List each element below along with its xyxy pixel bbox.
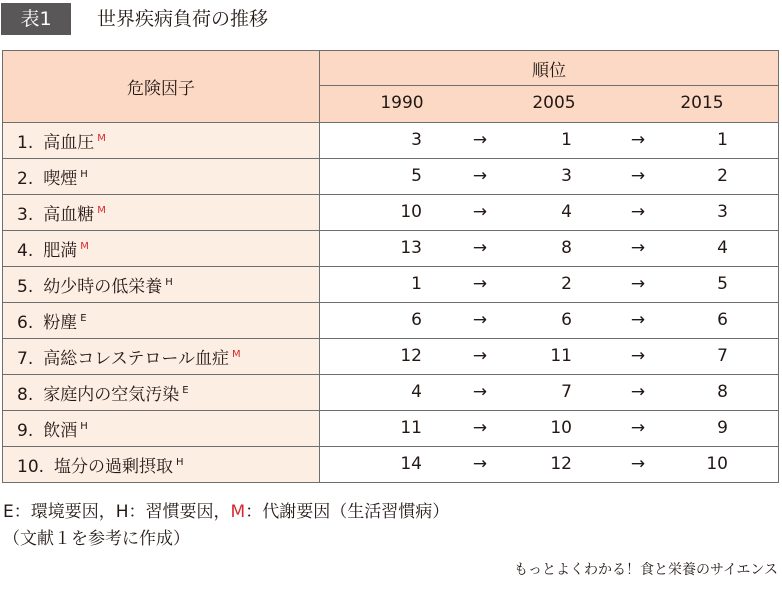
risk-factor-name: 粉塵 [43, 313, 78, 333]
year-2015-header: 2015 [680, 93, 724, 114]
arrow-icon: → [630, 382, 646, 402]
risk-factor-name: 家庭内の空気汚染 [43, 385, 180, 405]
rank-2005: 12 [550, 454, 572, 474]
table-number-badge: 表1 [1, 3, 71, 35]
table-row [3, 375, 779, 411]
rank-values-cell [320, 195, 779, 231]
row-number: 2. [17, 169, 34, 189]
table-row [3, 339, 779, 375]
factor-header: 危険因子 [3, 51, 320, 123]
rank-2005: 3 [561, 166, 572, 186]
table-row [3, 447, 779, 483]
risk-factor-name: 喫煙 [43, 169, 78, 189]
rank-values-cell [320, 303, 779, 339]
category-mark: M [232, 349, 241, 360]
rank-values-cell [320, 375, 779, 411]
rank-2005: 11 [550, 346, 572, 366]
rank-2015: 2 [717, 166, 728, 186]
rank-1990: 13 [400, 238, 422, 258]
legend-h-text: ：習慣要因， [128, 502, 231, 522]
arrow-icon: → [472, 310, 488, 330]
row-number: 6. [17, 313, 34, 333]
rank-1990: 6 [411, 310, 422, 330]
category-mark: H [80, 169, 88, 180]
year-2005-header: 2005 [532, 93, 576, 114]
rank-1990: 4 [411, 382, 422, 402]
rank-1990: 5 [411, 166, 422, 186]
rank-values-cell [320, 231, 779, 267]
rank-1990: 10 [400, 202, 422, 222]
arrow-icon: → [630, 346, 646, 366]
risk-factor-cell [3, 231, 320, 267]
legend-m-key: M [230, 502, 246, 522]
arrow-icon: → [630, 454, 646, 474]
rank-2005: 7 [561, 382, 572, 402]
rank-2005: 2 [561, 274, 572, 294]
risk-factor-cell [3, 447, 320, 483]
table-row [3, 303, 779, 339]
risk-factor-name: 飲酒 [43, 421, 78, 441]
row-number: 5. [17, 277, 34, 297]
rank-2005: 8 [561, 238, 572, 258]
risk-factor-name: 高血圧 [43, 133, 95, 153]
legend-m-text: ：代謝要因（生活習慣病） [245, 502, 450, 522]
rank-2015: 3 [717, 202, 728, 222]
rank-2015: 6 [717, 310, 728, 330]
row-number: 1. [17, 133, 34, 153]
category-legend [3, 500, 449, 524]
category-mark: E [80, 313, 87, 324]
rank-values-cell [320, 339, 779, 375]
category-mark: M [97, 205, 106, 216]
rank-2015: 8 [717, 382, 728, 402]
rank-2005: 1 [561, 130, 572, 150]
table-row [3, 267, 779, 303]
category-mark: E [182, 385, 189, 396]
rank-2015: 5 [717, 274, 728, 294]
legend-h-key: H [115, 502, 129, 522]
arrow-icon: → [472, 166, 488, 186]
rank-1990: 3 [411, 130, 422, 150]
risk-factor-name: 肥満 [43, 241, 78, 261]
year-1990-header: 1990 [380, 93, 424, 114]
rank-values-cell [320, 123, 779, 159]
table-row [3, 195, 779, 231]
risk-factor-cell [3, 303, 320, 339]
rank-2005: 4 [561, 202, 572, 222]
year-header-row [320, 86, 779, 123]
risk-factor-name: 幼少時の低栄養 [43, 277, 163, 297]
rank-2005: 10 [550, 418, 572, 438]
arrow-icon: → [472, 382, 488, 402]
rank-2005: 6 [561, 310, 572, 330]
rank-1990: 11 [400, 418, 422, 438]
rank-2015: 4 [717, 238, 728, 258]
arrow-icon: → [472, 274, 488, 294]
arrow-icon: → [472, 238, 488, 258]
arrow-icon: → [472, 130, 488, 150]
arrow-icon: → [630, 274, 646, 294]
arrow-icon: → [472, 454, 488, 474]
category-mark: M [80, 241, 89, 252]
rank-2015: 9 [717, 418, 728, 438]
rank-1990: 1 [411, 274, 422, 294]
risk-factor-name: 高総コレステロール血症 [43, 349, 230, 369]
legend-e-key: E [3, 502, 14, 522]
risk-factor-cell [3, 159, 320, 195]
arrow-icon: → [630, 238, 646, 258]
category-mark: M [97, 133, 106, 144]
book-source: もっとよくわかる！食と栄養のサイエンス [513, 562, 778, 578]
row-number: 10. [17, 457, 45, 477]
risk-factor-cell [3, 375, 320, 411]
risk-factor-cell [3, 123, 320, 159]
risk-factor-cell [3, 195, 320, 231]
row-number: 4. [17, 241, 34, 261]
row-number: 7. [17, 349, 34, 369]
risk-factor-name: 塩分の過剰摂取 [54, 457, 174, 477]
rank-2015: 7 [717, 346, 728, 366]
arrow-icon: → [472, 202, 488, 222]
table-row [3, 159, 779, 195]
arrow-icon: → [630, 202, 646, 222]
arrow-icon: → [630, 418, 646, 438]
table-row [3, 231, 779, 267]
reference-note: （文献１を参考に作成） [3, 529, 190, 549]
rank-values-cell [320, 267, 779, 303]
arrow-icon: → [630, 166, 646, 186]
risk-factor-name: 高血糖 [43, 205, 95, 225]
arrow-icon: → [472, 418, 488, 438]
row-number: 9. [17, 421, 34, 441]
rank-1990: 12 [400, 346, 422, 366]
rank-1990: 14 [400, 454, 422, 474]
table-title: 世界疾病負荷の推移 [97, 8, 269, 30]
risk-factor-cell [3, 267, 320, 303]
risk-factor-cell [3, 339, 320, 375]
rank-values-cell [320, 159, 779, 195]
arrow-icon: → [630, 310, 646, 330]
title-row [0, 0, 782, 38]
table-row [3, 123, 779, 159]
rank-header: 順位 [320, 51, 779, 86]
rank-values-cell [320, 411, 779, 447]
risk-factor-cell [3, 411, 320, 447]
rank-2015: 1 [717, 130, 728, 150]
table-row [3, 411, 779, 447]
row-number: 8. [17, 385, 34, 405]
category-mark: H [165, 277, 173, 288]
arrow-icon: → [472, 346, 488, 366]
legend-e-text: ：環境要因， [13, 502, 116, 522]
row-number: 3. [17, 205, 34, 225]
arrow-icon: → [630, 130, 646, 150]
risk-factor-table [2, 50, 779, 483]
rank-values-cell [320, 447, 779, 483]
rank-2015: 10 [706, 454, 728, 474]
category-mark: H [176, 457, 184, 468]
category-mark: H [80, 421, 88, 432]
